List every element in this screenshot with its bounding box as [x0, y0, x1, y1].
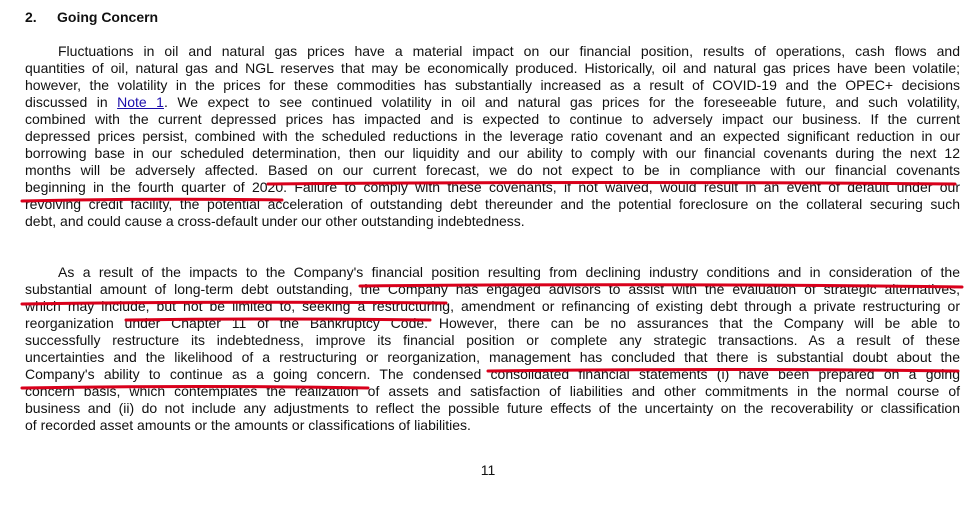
paragraph-line: reorganization under Chapter 11 of the Bankruptcy Code. However, there can be no assurances that the Company will be able to	[25, 315, 960, 331]
paragraph-line: however, the volatility in the prices for these commodities has substantially increased as a result of COVID-19 and the OPEC+ decisions	[25, 77, 960, 93]
paragraph-line: revolving credit facility, the potential acceleration of outstanding debt thereunder and the potential foreclosure on the collateral securing such	[25, 196, 960, 212]
line-text: discussed in	[25, 94, 118, 110]
page-number: 11	[480, 462, 496, 478]
section-number: 2.	[25, 9, 37, 25]
paragraph-line: of recorded asset amounts or the amounts or classifications of liabilities.	[25, 417, 471, 433]
paragraph-line: As a result of the impacts to the Company's financial position resulting from declining industry conditions and in consideration of the	[58, 264, 960, 280]
paragraph-line: months will be adversely affected. Based on our current forecast, we do not expect to be in compliance with our financial covenants	[25, 162, 960, 178]
line-text: . We expect to see continued volatility in oil and natural gas prices for the foreseeable future, and such volatility,	[163, 94, 960, 110]
paragraph-line: successfully restructure its indebtedness, improve its financial position or complete any strategic transactions. As a result of these	[25, 332, 960, 348]
paragraph-line: substantial amount of long-term debt outstanding, the Company has engaged advisors to assist with the evaluation of strategic alternatives,	[25, 281, 960, 297]
paragraph-line: Fluctuations in oil and natural gas prices have a material impact on our financial position, results of operations, cash flows and	[58, 43, 960, 59]
section-heading	[25, 9, 158, 25]
paragraph-line: concern basis, which contemplates the realization of assets and satisfaction of liabilities and other commitments in the normal course of	[25, 383, 960, 399]
paragraph-line: quantities of oil, natural gas and NGL reserves that may be economically produced. Historically, oil and natural gas prices have been volatile;	[25, 60, 960, 76]
paragraph-line: combined with the current depressed prices has impacted and is expected to continue to adversely impact our business. If the current	[25, 111, 960, 127]
note-1-link[interactable]: Note 1	[117, 94, 164, 110]
paragraph-going-concern-risk	[25, 43, 960, 230]
paragraph-line: Company's ability to continue as a going concern. The condensed consolidated financial statements (i) have been prepared on a going	[25, 366, 960, 382]
paragraph-line: beginning in the fourth quarter of 2020. Failure to comply with these covenants, if not waived, would result in an event of default under our	[25, 179, 960, 195]
paragraph-line: depressed prices persist, combined with the scheduled reductions in the leverage ratio covenant and an expected significant reduction in our	[25, 128, 960, 144]
paragraph-line: business and (ii) do not include any adjustments to reflect the possible future effects of the uncertainty on the recoverability or classification	[25, 400, 960, 416]
paragraph-line: borrowing base in our scheduled determination, then our liquidity and our ability to comply with our financial covenants during the next 12	[25, 145, 960, 161]
paragraph-line	[25, 94, 960, 111]
section-title: Going Concern	[57, 9, 159, 25]
paragraph-line: uncertainties and the likelihood of a restructuring or reorganization, management has concluded that there is substantial doubt about the	[25, 349, 960, 365]
paragraph-line: debt, and could cause a cross-default under our other outstanding indebtedness.	[25, 213, 525, 229]
paragraph-line: which may include, but not be limited to, seeking a restructuring, amendment or refinancing of existing debt through a private restructuring or	[25, 298, 960, 314]
paragraph-strategic-alternatives	[25, 264, 960, 434]
